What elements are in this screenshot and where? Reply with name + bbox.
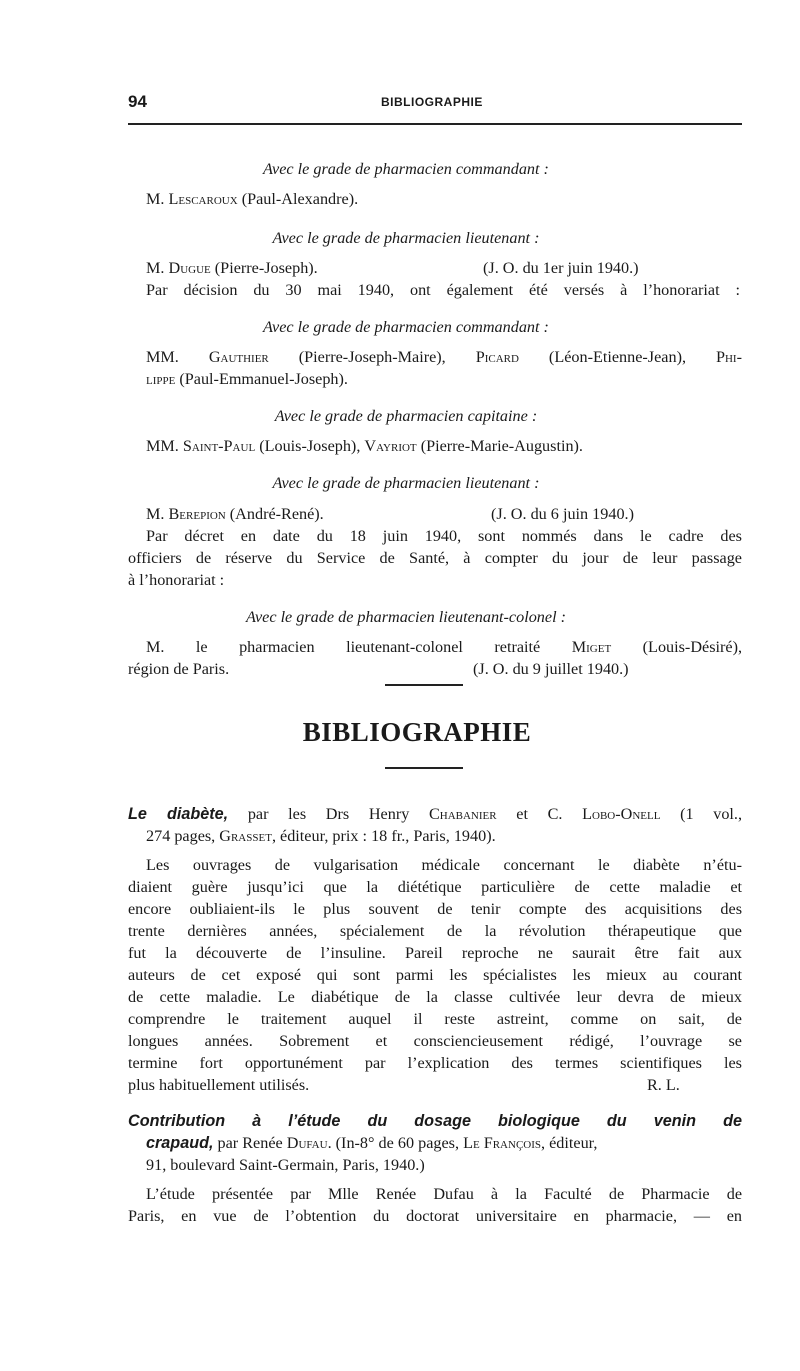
review-body-line: fut la découverte de l’insuline. Pareil reproche ne saurait être fait aux [128,944,742,962]
review-body-line: encore oubliaient-ils le plus souvent de tenir compte des acquisitions des [128,900,742,918]
honoree-line: MM. Gauthier (Pierre-Joseph-Maire), Picard (Léon-Etienne-Jean), Phi- [146,348,742,366]
grade-heading: Avec le grade de pharmacien commandant : [263,318,549,336]
honoree-line: lippe (Paul-Emmanuel-Joseph). [146,370,348,388]
paragraph-line: Par décision du 30 mai 1940, ont également été versés à l’honorariat : [146,281,740,299]
page-header [128,92,740,116]
review-body-line: longues années. Sobrement et consciencieusement rédigé, l’ouvrage se [128,1032,742,1050]
review-body-line: diaient guère jusqu’ici que la diététique particulière de cette maladie et [128,878,742,896]
grade-heading: Avec le grade de pharmacien lieutenant : [272,474,540,492]
grade-heading: Avec le grade de pharmacien lieutenant-colonel : [245,608,567,626]
grade-heading: Avec le grade de pharmacien commandant : [263,160,549,178]
review-body-line: de cette maladie. Le diabétique de la classe cultivée leur devra de mieux [128,988,742,1006]
paragraph-line: à l’honorariat : [128,571,225,589]
honoree-line: M. Dugue (Pierre-Joseph). [146,259,318,277]
grade-heading: Avec le grade de pharmacien lieutenant : [272,229,540,247]
honoree-line: MM. Saint-Paul (Louis-Joseph), Vayriot (Pierre-Marie-Augustin). [146,437,583,455]
review-body-line: trente dernières années, spécialement de la révolution thérapeutique que [128,922,742,940]
section-rule-bottom [385,767,463,769]
section-rule-top [385,684,463,686]
review-body-line: Paris, en vue de l’obtention du doctorat universitaire en pharmacie, — en [128,1207,742,1225]
journal-reference: (J. O. du 6 juin 1940.) [491,505,634,523]
paragraph-line: officiers de réserve du Service de Santé, à compter du jour de leur passage [128,549,742,567]
grade-heading: Avec le grade de pharmacien capitaine : [274,407,538,425]
review-heading: Le diabète, par les Drs Henry Chabanier et C. Lobo-Onell (1 vol., [128,805,743,823]
review-title: Contribution à l’étude du dosage biologique du venin de [128,1112,742,1130]
review-initials: R. L. [647,1076,680,1094]
review-body-line: termine fort opportunément par l’explication des termes scientifiques les [128,1054,742,1072]
section-title: BIBLIOGRAPHIE [302,717,532,747]
review-body-line: Les ouvrages de vulgarisation médicale concernant le diabète n’étu- [146,856,742,874]
review-heading: 274 pages, Grasset, éditeur, prix : 18 fr., Paris, 1940). [146,827,496,845]
journal-reference: (J. O. du 1er juin 1940.) [483,259,639,277]
header-rule [128,123,742,125]
review-body-line: auteurs de cet exposé qui sont parmi les spécialistes les mieux au courant [128,966,742,984]
paragraph-line: Par décret en date du 18 juin 1940, sont nommés dans le cadre des [146,527,742,545]
page-number: 94 [128,92,147,111]
honoree-line: M. Lescaroux (Paul-Alexandre). [146,190,359,208]
review-body-line: plus habituellement utilisés. [128,1076,310,1094]
review-body-line: L’étude présentée par Mlle Renée Dufau à la Faculté de Pharmacie de [146,1185,742,1203]
running-head: BIBLIOGRAPHIE [381,95,483,109]
journal-reference: (J. O. du 9 juillet 1940.) [473,660,629,678]
honoree-line: M. Berepion (André-René). [146,505,324,523]
review-heading: 91, boulevard Saint-Germain, Paris, 1940.) [146,1156,425,1174]
review-heading: crapaud, par Renée Dufau. (In-8° de 60 pages, Le François, éditeur, [146,1134,598,1152]
paragraph-line: région de Paris. [128,660,230,678]
review-body-line: comprendre le traitement auquel il reste astreint, comme on sait, de [128,1010,742,1028]
honoree-line: M. le pharmacien lieutenant-colonel retraité Miget (Louis-Désiré), [146,638,743,656]
